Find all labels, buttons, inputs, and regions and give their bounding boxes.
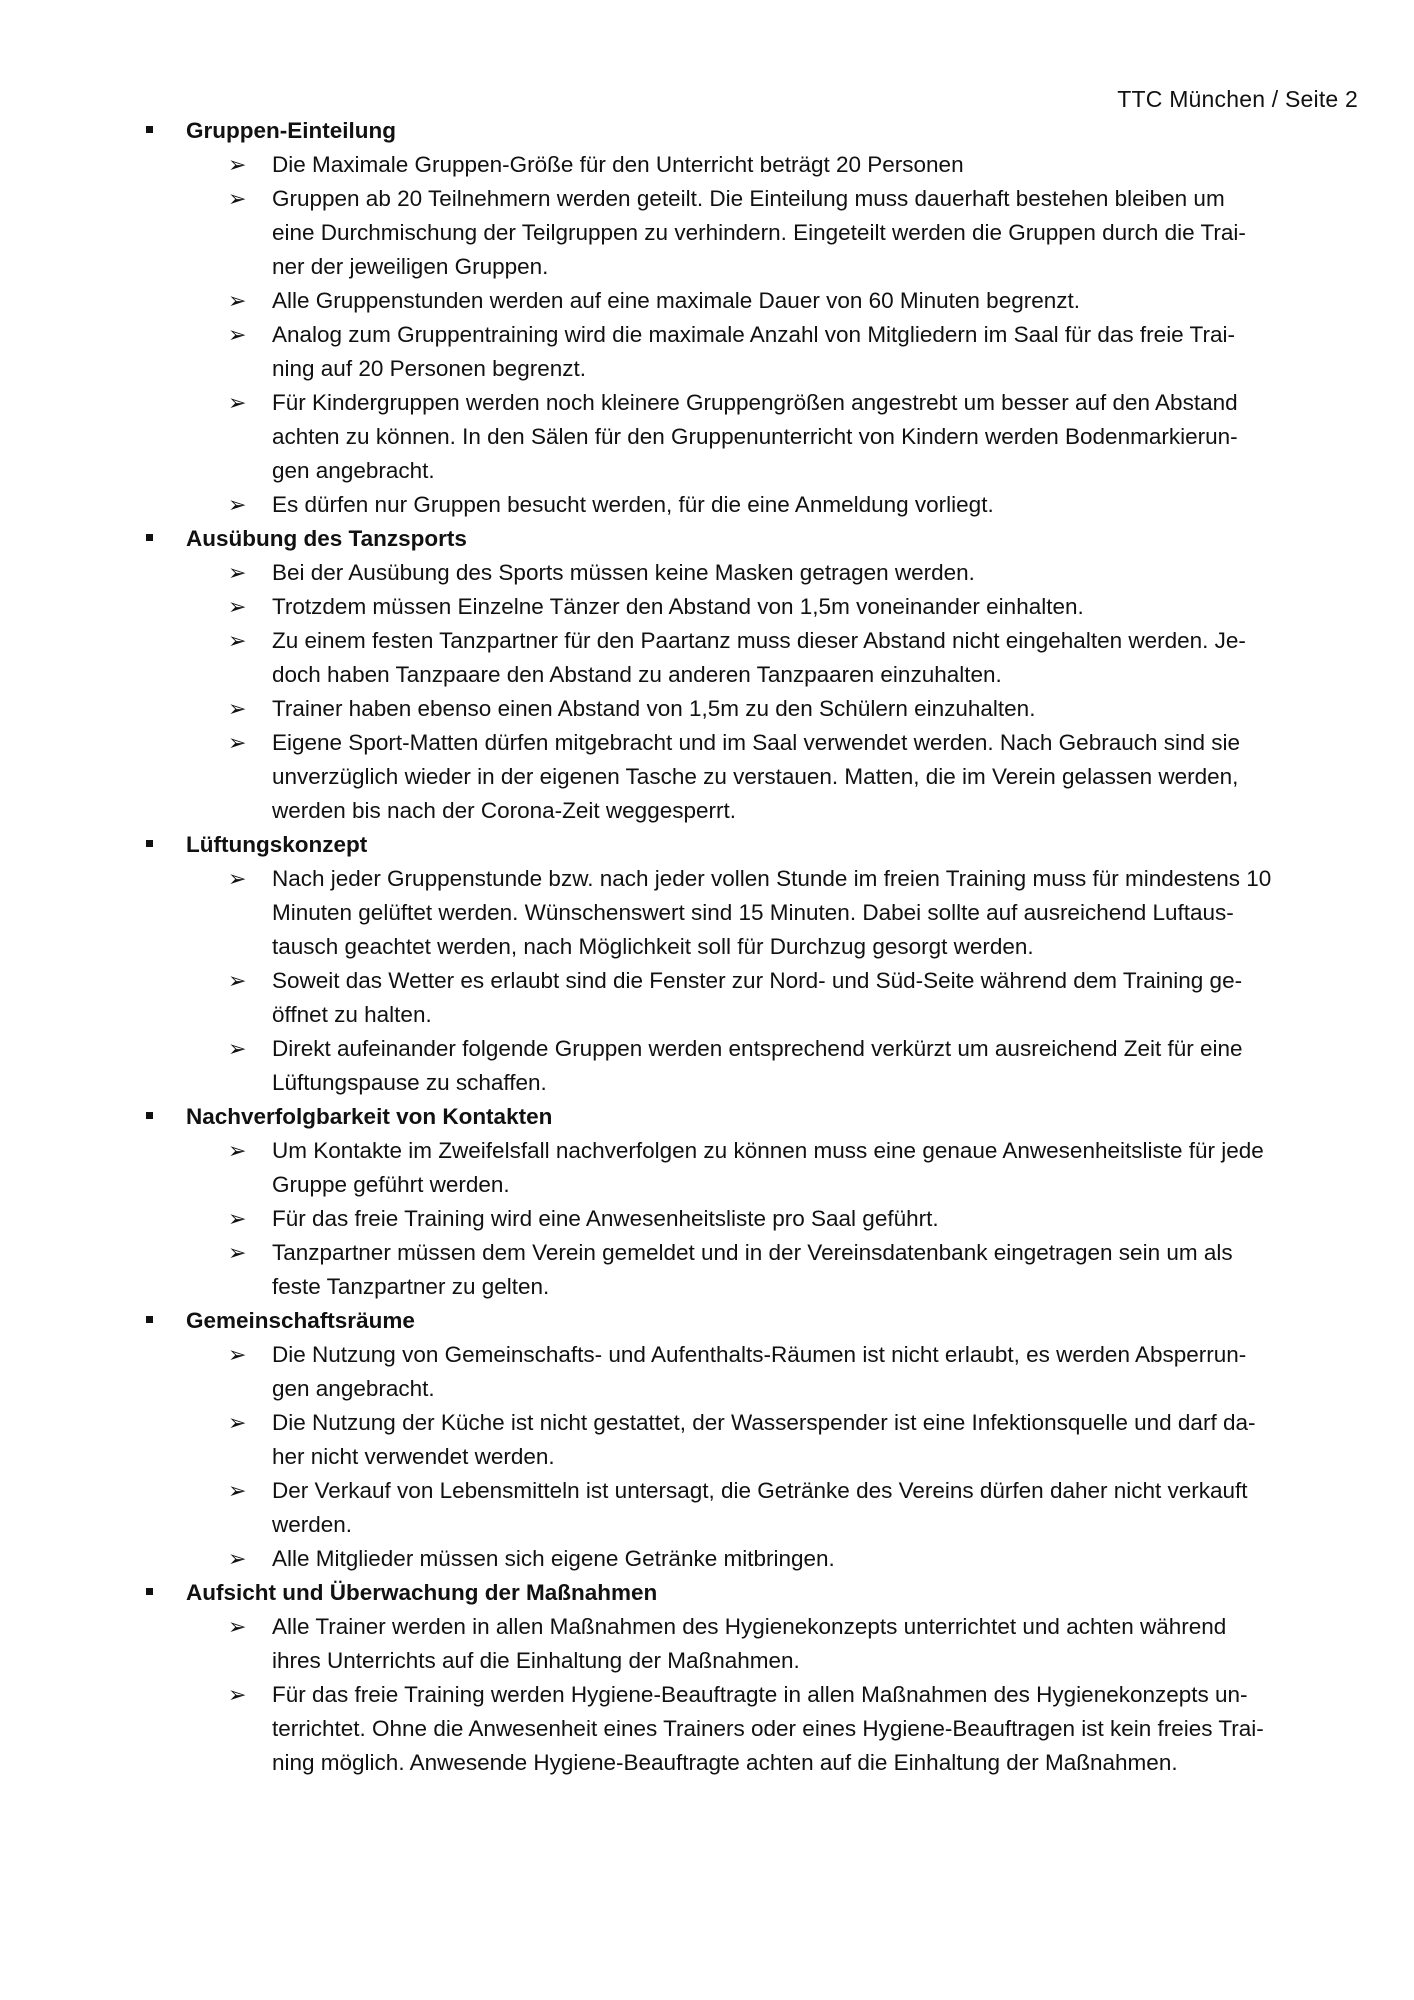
- list-item-line: Für Kindergruppen werden noch kleinere Gruppengrößen angestrebt um besser auf den Abstand: [272, 390, 1238, 415]
- arrow-bullet-icon: ➢: [228, 1410, 247, 1435]
- section-title: [144, 1304, 1344, 1338]
- section-title: [144, 522, 1344, 556]
- list-item: [228, 148, 1312, 182]
- list-item: [228, 284, 1312, 318]
- list-item-line: Direkt aufeinander folgende Gruppen werden entsprechend verkürzt um ausreichend Zeit für eine: [272, 1036, 1243, 1061]
- list-item: [228, 1610, 1312, 1678]
- document-body: [144, 114, 1344, 1780]
- arrow-bullet-icon: ➢: [228, 594, 247, 619]
- arrow-bullet-icon: ➢: [228, 390, 247, 415]
- section-title-text: Nachverfolgbarkeit von Kontakten: [186, 1104, 553, 1129]
- list-item-line: Bei der Ausübung des Sports müssen keine Masken getragen werden.: [272, 560, 975, 585]
- list-item: [228, 964, 1312, 1032]
- arrow-bullet-icon: ➢: [228, 968, 247, 993]
- list-item: [228, 624, 1312, 692]
- list-item-line: ning auf 20 Personen begrenzt.: [272, 356, 586, 381]
- arrow-bullet-icon: ➢: [228, 492, 247, 517]
- square-bullet-icon: [146, 126, 153, 133]
- list-item: [228, 1236, 1312, 1304]
- list-item: [228, 182, 1312, 284]
- arrow-bullet-icon: ➢: [228, 730, 247, 755]
- list-item-line: Um Kontakte im Zweifelsfall nachverfolgen zu können muss eine genaue Anwesenheitsliste für jede: [272, 1138, 1264, 1163]
- list-item-line: Trotzdem müssen Einzelne Tänzer den Abstand von 1,5m voneinander einhalten.: [272, 594, 1084, 619]
- list-item: [228, 1032, 1312, 1100]
- list-item-line: terrichtet. Ohne die Anwesenheit eines Trainers oder eines Hygiene-Beauftragen ist kein freies Trai-: [272, 1716, 1264, 1741]
- arrow-bullet-icon: ➢: [228, 1036, 247, 1061]
- list-item-line: gen angebracht.: [272, 1376, 435, 1401]
- section: [144, 828, 1344, 1100]
- bullet-list: [144, 148, 1312, 522]
- section-title-text: Gemeinschaftsräume: [186, 1308, 415, 1333]
- arrow-bullet-icon: ➢: [228, 1546, 247, 1571]
- bullet-list: [144, 862, 1312, 1100]
- list-item-line: ihres Unterrichts auf die Einhaltung der Maßnahmen.: [272, 1648, 800, 1673]
- list-item-line: Es dürfen nur Gruppen besucht werden, für die eine Anmeldung vorliegt.: [272, 492, 994, 517]
- page-header: TTC München / Seite 2: [1117, 86, 1358, 112]
- list-item-line: Gruppen ab 20 Teilnehmern werden geteilt. Die Einteilung muss dauerhaft bestehen bleiben um: [272, 186, 1225, 211]
- list-item-line: Alle Trainer werden in allen Maßnahmen des Hygienekonzepts unterrichtet und achten während: [272, 1614, 1227, 1639]
- list-item-line: Für das freie Training werden Hygiene-Beauftragte in allen Maßnahmen des Hygienekonzepts un-: [272, 1682, 1248, 1707]
- list-item-line: Eigene Sport-Matten dürfen mitgebracht und im Saal verwendet werden. Nach Gebrauch sind sie: [272, 730, 1241, 755]
- list-item: [228, 1202, 1312, 1236]
- list-item-line: Gruppe geführt werden.: [272, 1172, 510, 1197]
- list-item: [228, 590, 1312, 624]
- section: [144, 522, 1344, 828]
- list-item-line: ning möglich. Anwesende Hygiene-Beauftragte achten auf die Einhaltung der Maßnahmen.: [272, 1750, 1178, 1775]
- list-item: [228, 1406, 1312, 1474]
- list-item-line: Alle Mitglieder müssen sich eigene Getränke mitbringen.: [272, 1546, 835, 1571]
- list-item: [228, 318, 1312, 386]
- list-item-line: Lüftungspause zu schaffen.: [272, 1070, 547, 1095]
- section: [144, 1304, 1344, 1576]
- section-title: [144, 1576, 1344, 1610]
- arrow-bullet-icon: ➢: [228, 186, 247, 211]
- section-title: [144, 1100, 1344, 1134]
- list-item: [228, 1542, 1312, 1576]
- list-item-line: öffnet zu halten.: [272, 1002, 432, 1027]
- square-bullet-icon: [146, 1588, 153, 1595]
- list-item: [228, 386, 1312, 488]
- list-item: [228, 1134, 1312, 1202]
- list-item-line: eine Durchmischung der Teilgruppen zu verhindern. Eingeteilt werden die Gruppen durch die Trai-: [272, 220, 1246, 245]
- arrow-bullet-icon: ➢: [228, 628, 247, 653]
- bullet-list: [144, 556, 1312, 828]
- arrow-bullet-icon: ➢: [228, 1240, 247, 1265]
- section: [144, 114, 1344, 522]
- list-item-line: Alle Gruppenstunden werden auf eine maximale Dauer von 60 Minuten begrenzt.: [272, 288, 1080, 313]
- section-title-text: Gruppen-Einteilung: [186, 118, 396, 143]
- list-item-line: gen angebracht.: [272, 458, 435, 483]
- section: [144, 1100, 1344, 1304]
- list-item-line: Minuten gelüftet werden. Wünschenswert sind 15 Minuten. Dabei sollte auf ausreichend Luftaus-: [272, 900, 1234, 925]
- list-item-line: tausch geachtet werden, nach Möglichkeit soll für Durchzug gesorgt werden.: [272, 934, 1034, 959]
- section-title: [144, 828, 1344, 862]
- arrow-bullet-icon: ➢: [228, 1614, 247, 1639]
- bullet-list: [144, 1338, 1312, 1576]
- square-bullet-icon: [146, 1316, 153, 1323]
- arrow-bullet-icon: ➢: [228, 560, 247, 585]
- section-title-text: Ausübung des Tanzsports: [186, 526, 467, 551]
- arrow-bullet-icon: ➢: [228, 288, 247, 313]
- list-item-line: Nach jeder Gruppenstunde bzw. nach jeder vollen Stunde im freien Training muss für mindestens 10: [272, 866, 1272, 891]
- list-item: [228, 862, 1312, 964]
- list-item-line: werden bis nach der Corona-Zeit weggesperrt.: [272, 798, 736, 823]
- section-title-text: Lüftungskonzept: [186, 832, 368, 857]
- list-item-line: Soweit das Wetter es erlaubt sind die Fenster zur Nord- und Süd-Seite während dem Training ge-: [272, 968, 1243, 993]
- list-item: [228, 726, 1312, 828]
- list-item-line: unverzüglich wieder in der eigenen Tasche zu verstauen. Matten, die im Verein gelassen werden,: [272, 764, 1239, 789]
- arrow-bullet-icon: ➢: [228, 696, 247, 721]
- list-item-line: Analog zum Gruppentraining wird die maximale Anzahl von Mitgliedern im Saal für das freie Trai-: [272, 322, 1235, 347]
- list-item: [228, 1338, 1312, 1406]
- list-item: [228, 556, 1312, 590]
- arrow-bullet-icon: ➢: [228, 1682, 247, 1707]
- list-item-line: werden.: [272, 1512, 353, 1537]
- section: [144, 1576, 1344, 1780]
- section-title: [144, 114, 1344, 148]
- list-item: [228, 1474, 1312, 1542]
- arrow-bullet-icon: ➢: [228, 866, 247, 891]
- arrow-bullet-icon: ➢: [228, 152, 247, 177]
- arrow-bullet-icon: ➢: [228, 1206, 247, 1231]
- list-item-line: Die Maximale Gruppen-Größe für den Unterricht beträgt 20 Personen: [272, 152, 964, 177]
- arrow-bullet-icon: ➢: [228, 1342, 247, 1367]
- list-item-line: achten zu können. In den Sälen für den Gruppenunterricht von Kindern werden Bodenmarkierun-: [272, 424, 1238, 449]
- section-title-text: Aufsicht und Überwachung der Maßnahmen: [186, 1580, 658, 1605]
- square-bullet-icon: [146, 840, 153, 847]
- list-item-line: Für das freie Training wird eine Anwesenheitsliste pro Saal geführt.: [272, 1206, 939, 1231]
- list-item-line: Die Nutzung von Gemeinschafts- und Aufenthalts-Räumen ist nicht erlaubt, es werden Absperrun-: [272, 1342, 1247, 1367]
- arrow-bullet-icon: ➢: [228, 1478, 247, 1503]
- arrow-bullet-icon: ➢: [228, 1138, 247, 1163]
- list-item: [228, 488, 1312, 522]
- square-bullet-icon: [146, 1112, 153, 1119]
- list-item-line: Die Nutzung der Küche ist nicht gestattet, der Wasserspender ist eine Infektionsquelle und darf da-: [272, 1410, 1256, 1435]
- list-item-line: Trainer haben ebenso einen Abstand von 1,5m zu den Schülern einzuhalten.: [272, 696, 1036, 721]
- list-item-line: ner der jeweiligen Gruppen.: [272, 254, 549, 279]
- list-item: [228, 692, 1312, 726]
- list-item-line: Tanzpartner müssen dem Verein gemeldet und in der Vereinsdatenbank eingetragen sein um als: [272, 1240, 1233, 1265]
- bullet-list: [144, 1610, 1312, 1780]
- square-bullet-icon: [146, 534, 153, 541]
- list-item: [228, 1678, 1312, 1780]
- list-item-line: doch haben Tanzpaare den Abstand zu anderen Tanzpaaren einzuhalten.: [272, 662, 1002, 687]
- list-item-line: Zu einem festen Tanzpartner für den Paartanz muss dieser Abstand nicht eingehalten werden. Je-: [272, 628, 1246, 653]
- list-item-line: Der Verkauf von Lebensmitteln ist untersagt, die Getränke des Vereins dürfen daher nicht verkauft: [272, 1478, 1248, 1503]
- bullet-list: [144, 1134, 1312, 1304]
- list-item-line: feste Tanzpartner zu gelten.: [272, 1274, 550, 1299]
- arrow-bullet-icon: ➢: [228, 322, 247, 347]
- list-item-line: her nicht verwendet werden.: [272, 1444, 555, 1469]
